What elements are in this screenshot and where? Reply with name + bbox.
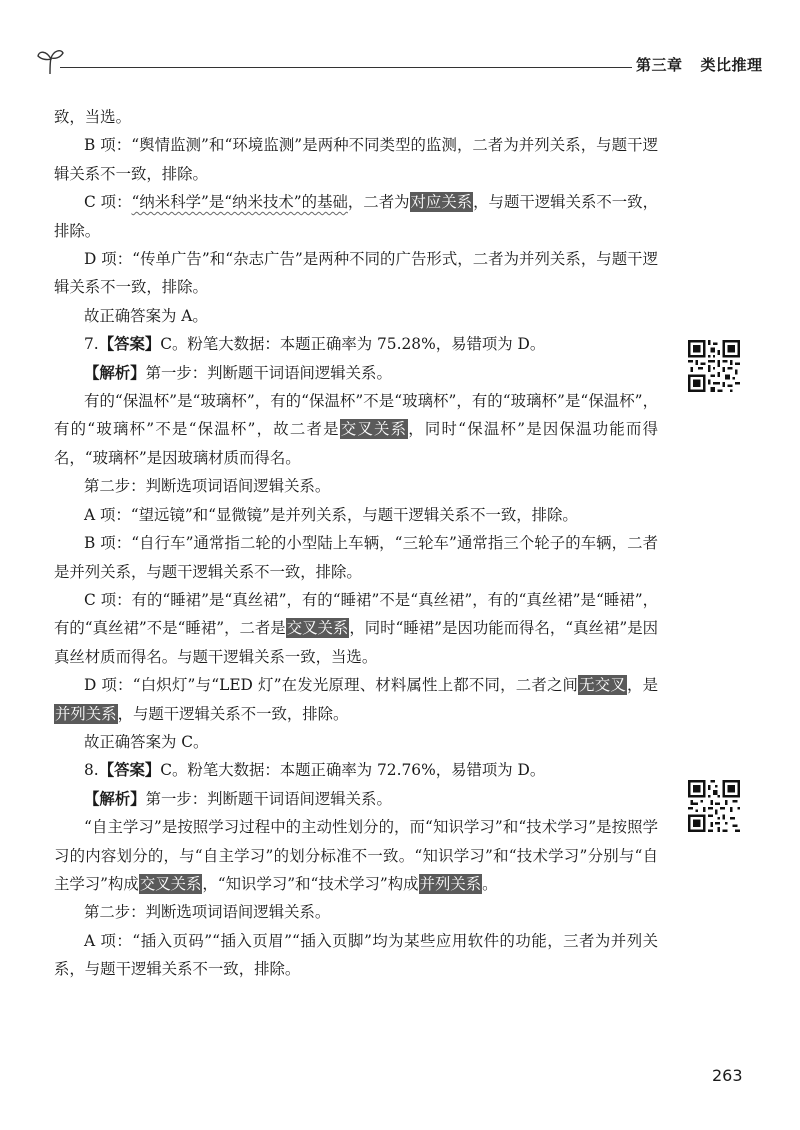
- paragraph: 故正确答案为 C。: [84, 732, 209, 751]
- wavy-underline-text: “纳米科学”是“纳米技术”的基础: [131, 193, 348, 212]
- page-number: 263: [712, 1066, 743, 1085]
- paragraph: B 项：“自行车”通常指二轮的小型陆上车辆，“三轮车”通常指三个轮子的车辆，二者是并列关系，与题干逻辑关系不一致，排除。: [54, 534, 658, 581]
- paragraph: 第二步：判断选项词语间逻辑关系。: [84, 903, 331, 922]
- analysis-label: 【解析】: [84, 363, 146, 382]
- highlight-term: 无交叉: [579, 676, 626, 695]
- qr-code-icon[interactable]: [688, 340, 740, 392]
- page-body: [54, 103, 658, 984]
- paragraph: A 项：“望远镜”和“显微镜”是并列关系，与题干逻辑关系不一致，排除。: [84, 505, 578, 524]
- paragraph: C 项：“纳米科学”是“纳米技术”的基础，二者为对应关系，与题干逻辑关系不一致，排除。: [54, 193, 658, 240]
- question-number: 7.: [84, 335, 99, 354]
- highlight-term: 并列关系: [419, 874, 482, 893]
- paragraph: A 项：“插入页码”“插入页眉”“插入页脚”均为某些应用软件的功能，三者为并列关系，与题干逻辑关系不一致，排除。: [54, 931, 658, 979]
- analysis-label: 【解析】: [84, 789, 146, 808]
- paragraph: 致，当选。: [54, 108, 131, 126]
- analysis-line: 【解析】第一步：判断题干词语间逻辑关系。: [84, 789, 392, 808]
- header-rule: [60, 67, 632, 68]
- highlight-term: 交叉关系: [286, 619, 349, 638]
- paragraph: C 项：有的“睡裙”是“真丝裙”，有的“睡裙”不是“真丝裙”，有的“真丝裙”是“睡裙”，有的“真丝裙”不是“睡裙”，二者是交叉关系，同时“睡裙”是因功能而得名，“真丝裙”是因真丝材质而得名。与题干逻辑关系一致，当选。: [54, 590, 658, 666]
- highlight-term: 交叉关系: [340, 420, 408, 439]
- chapter-title: 类比推理: [700, 56, 763, 74]
- highlight-term: 交叉关系: [139, 874, 202, 893]
- highlight-term: 并列关系: [55, 704, 117, 723]
- answer-line: 7.【答案】C。粉笔大数据：本题正确率为 75.28%，易错项为 D。: [84, 335, 546, 354]
- chapter-number: 第三章: [636, 56, 683, 74]
- highlight-term: 对应关系: [410, 193, 473, 212]
- question-number: 8.: [84, 761, 99, 780]
- paragraph: 有的“保温杯”是“玻璃杯”，有的“保温杯”不是“玻璃杯”，有的“玻璃杯”是“保温杯”，有的“玻璃杯”不是“保温杯”，故二者是交叉关系，同时“保温杯”是因保温功能而得名，“玻璃杯”是因玻璃材质而得名。: [54, 392, 658, 467]
- analysis-line: 【解析】第一步：判断题干词语间逻辑关系。: [84, 363, 392, 382]
- answer-label: 【答案】: [98, 335, 161, 354]
- paragraph: “自主学习”是按照学习过程中的主动性划分的，而“知识学习”和“技术学习”是按照学习的内容划分的，与“自主学习”的划分标准不一致。“知识学习”和“技术学习”分别与“自主学习”构成交叉关系，“知识学习”和“技术学习”构成并列关系。: [54, 818, 658, 893]
- answer-line: 8.【答案】C。粉笔大数据：本题正确率为 72.76%，易错项为 D。: [84, 761, 546, 780]
- paragraph: D 项：“传单广告”和“杂志广告”是两种不同的广告形式，二者为并列关系，与题干逻辑关系不一致，排除。: [54, 250, 658, 297]
- paragraph: 第二步：判断选项词语间逻辑关系。: [84, 477, 331, 496]
- page-header: [36, 44, 763, 84]
- sprout-icon: [36, 46, 66, 76]
- answer-label: 【答案】: [98, 761, 161, 780]
- paragraph: 故正确答案为 A。: [84, 306, 208, 325]
- paragraph: D 项：“白炽灯”与“LED 灯”在发光原理、材料属性上都不同，二者之间无交叉，是并列关系，与题干逻辑关系不一致，排除。: [55, 676, 658, 723]
- paragraph: B 项：“舆情监测”和“环境监测”是两种不同类型的监测，二者为并列关系，与题干逻辑关系不一致，排除。: [54, 136, 658, 183]
- chapter-heading: [636, 54, 763, 75]
- qr-code-icon[interactable]: [688, 780, 740, 832]
